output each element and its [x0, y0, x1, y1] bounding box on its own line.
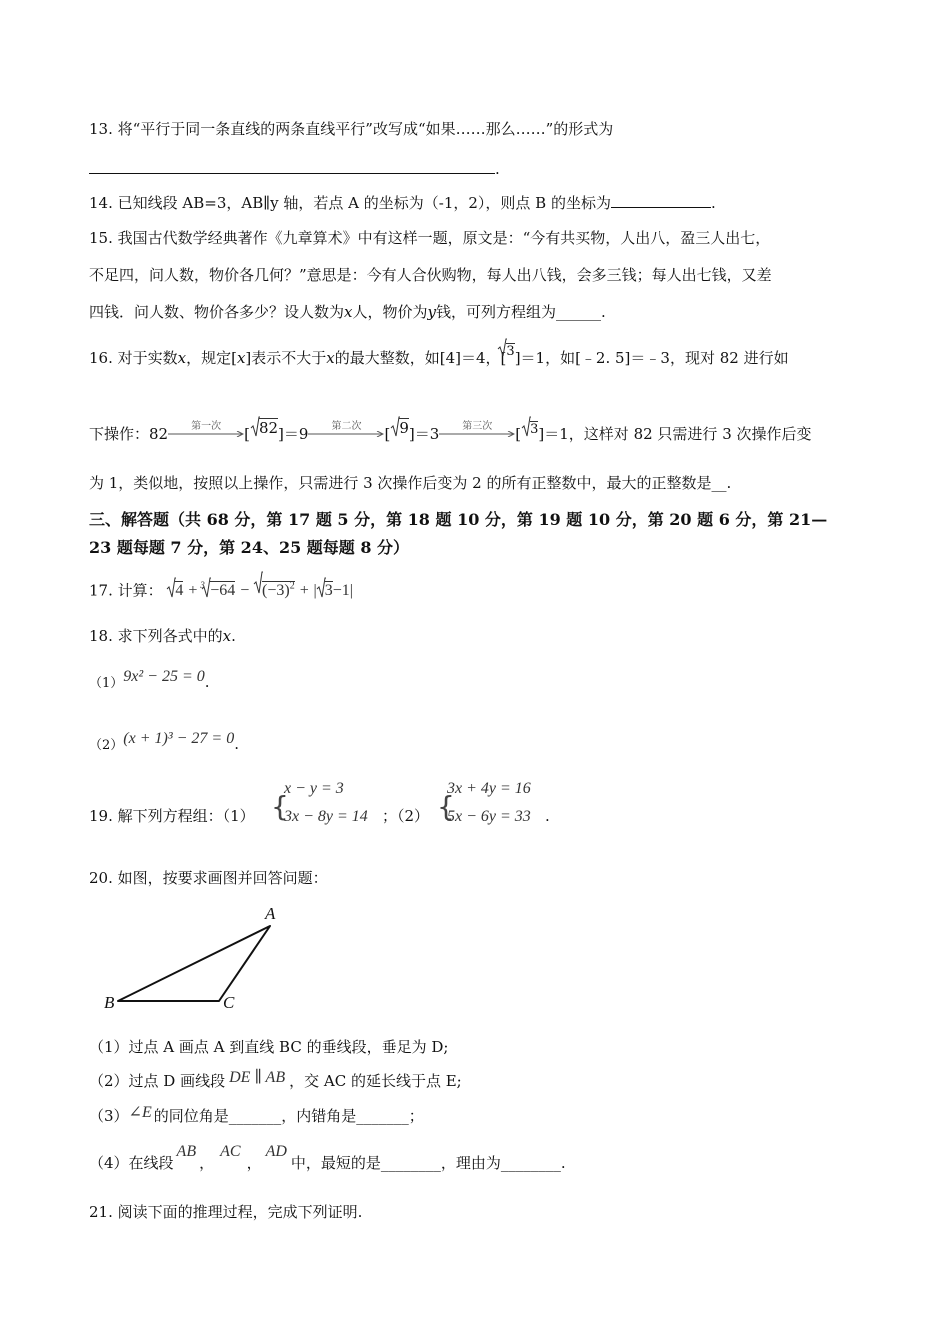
sqrt-3: 3 — [530, 418, 538, 440]
q21-text: 21. 阅读下面的推理过程，完成下列证明. — [89, 1203, 363, 1221]
arrow-step-3: 第三次 — [439, 425, 515, 445]
sqrt-82: 82 — [259, 418, 278, 438]
system2-eq1: 3x + 4y = 16 — [447, 780, 531, 797]
section-heading-cont: 23 题每题 7 分，第 24、25 题每题 8 分） — [89, 538, 410, 557]
q16-line2: 下操作：82 第一次 [ 82]＝9 第二次 [ 9]＝3 第三次 [ 3]＝1，这样对 82 只需进行 3 次操作后变 — [89, 424, 812, 446]
var-x: x — [344, 303, 353, 321]
triangle-figure — [100, 902, 300, 1012]
sqrt-4: 4 — [175, 581, 183, 601]
var-x: x — [222, 627, 232, 645]
q16-start: 下操作：82 — [89, 425, 169, 443]
q17 — [89, 577, 353, 601]
q18-title: 18. 求下列各式中的x. — [89, 627, 236, 645]
sqrt-neg3-squared: $(-3)^2$ — [262, 577, 295, 601]
radical-sign-icon — [521, 416, 531, 438]
system2-eq2: 5x − 6y = 33 — [447, 808, 531, 825]
q20-part3: （3）∠E 的同位角是_______，内错角是_______； — [89, 1104, 424, 1125]
q19-separator: ；（2） — [382, 807, 430, 825]
q19-label: 19. 解下列方程组：（1） — [89, 807, 255, 825]
sqrt-3: 3 — [325, 581, 333, 601]
result-9: ]＝9 — [278, 425, 309, 443]
sqrt-9: 9 — [399, 418, 409, 438]
q15-text-a: 四钱．问人数、物价各多少？设人数为 — [89, 303, 345, 321]
q20-part1: （1）过点 A 画点 A 到直线 BC 的垂线段，垂足为 D; — [89, 1038, 449, 1056]
result-3: ]＝3 — [408, 425, 440, 443]
q16-line1 — [89, 344, 789, 370]
answer-blank[interactable] — [89, 158, 495, 174]
q16-text-e: ]＝1，如[﹣2. 5]＝﹣3，现对 82 进行如 — [514, 349, 789, 367]
radical-sign-icon — [253, 571, 263, 595]
right-arrow-icon — [439, 431, 515, 437]
q18-part1: （1）9x² − 25 = 0. — [89, 668, 210, 691]
q20-part2: （2）过点 D 画线段 DE ∥ AB ，交 AC 的延长线于点 E; — [89, 1069, 462, 1090]
result-1: ]＝1，这样对 82 只需进行 3 次操作后变 — [538, 425, 812, 443]
point-label-a: A — [265, 904, 276, 923]
q15-text-b: 人，物价为 — [352, 303, 428, 321]
brace-icon: { — [271, 790, 289, 823]
q20-part4: （4）在线段AB，AC，AD中，最短的是________，理由为________. — [89, 1143, 566, 1172]
radical-sign-icon — [166, 577, 176, 599]
radical-sign-icon — [250, 416, 260, 438]
radical-sign-icon — [201, 577, 211, 599]
q19 — [89, 806, 255, 826]
q20-title: 20. 如图，按要求画图并回答问题： — [89, 869, 328, 887]
cbrt-minus-64: 3 −64 — [210, 581, 235, 601]
var-y: y — [427, 303, 436, 321]
q14-prompt: 14. 已知线段 AB=3，AB∥y 轴，若点 A 的坐标为（-1，2），则点 B 的坐标为 — [89, 194, 611, 212]
point-label-c: C — [223, 993, 235, 1012]
q15-text-c: 钱，可列方程组为______. — [435, 303, 606, 321]
q13-text: 13. 将“平行于同一条直线的两条直线平行”改写成“如果……那么……”的形式为 — [89, 120, 614, 138]
brace-icon: { — [437, 790, 455, 823]
var-x: x — [236, 349, 246, 367]
system1-eq1: x − y = 3 — [284, 780, 344, 797]
point-label-b: B — [104, 993, 115, 1012]
arrow-step-2: 第二次 — [308, 425, 384, 445]
q19-end: . — [545, 807, 550, 825]
radical-sign-icon — [390, 416, 400, 438]
q16-text-a: 16. 对于实数 — [89, 349, 178, 367]
answer-blank[interactable] — [611, 192, 711, 208]
q17-label: 17. 计算： — [89, 581, 163, 600]
q15-line2: 不足四，问人数，物价各几何？”意思是：今有人合伙购物，每人出八钱，会多三钱；每人出七钱，又差 — [89, 266, 772, 284]
var-x: x — [326, 349, 335, 367]
q18-part2: （2）(x + 1)³ − 27 = 0. — [89, 730, 240, 753]
abs-bar-right: | — [349, 582, 353, 600]
q14-end: . — [710, 194, 716, 212]
q17-expression: 4 + 3 −64 − $(-3)^2$ + | 3−1| — [167, 582, 353, 599]
q16-text-d: 的最大整数，如[4]＝4，[ — [334, 349, 507, 367]
q16-text-b: ，规定[ — [186, 349, 237, 367]
q15-line3 — [89, 302, 606, 322]
radical-sign-icon — [497, 338, 507, 358]
q13-answer-line — [89, 158, 500, 179]
var-x: x — [177, 349, 187, 367]
section-heading: 三、解答题（共 68 分，第 17 题 5 分，第 18 题 10 分，第 19 题 10 分，第 20 题 6 分，第 21— — [89, 510, 828, 529]
triangle-abc — [118, 926, 270, 1001]
q16-line3: 为 1，类似地，按照以上操作，只需进行 3 次操作后变为 2 的所有正整数中，最大的正整数是__. — [89, 474, 732, 492]
q13-end: . — [495, 160, 500, 178]
right-arrow-icon — [308, 431, 384, 437]
q15-line1: 15. 我国古代数学经典著作《九章算术》中有这样一题，原文是：“今有共买物，人出八，盈三人出七， — [89, 229, 771, 247]
abs-bar-left: | — [313, 582, 317, 600]
q16-text-c: ]表示不大于 — [245, 349, 327, 367]
arrow-step-1: 第一次 — [168, 425, 244, 445]
radical-sign-icon — [313, 577, 326, 600]
sqrt-3: 3 — [506, 340, 514, 362]
system1-eq2: 3x − 8y = 14 — [284, 808, 368, 825]
right-arrow-icon — [168, 431, 244, 437]
q14-text — [89, 192, 716, 213]
